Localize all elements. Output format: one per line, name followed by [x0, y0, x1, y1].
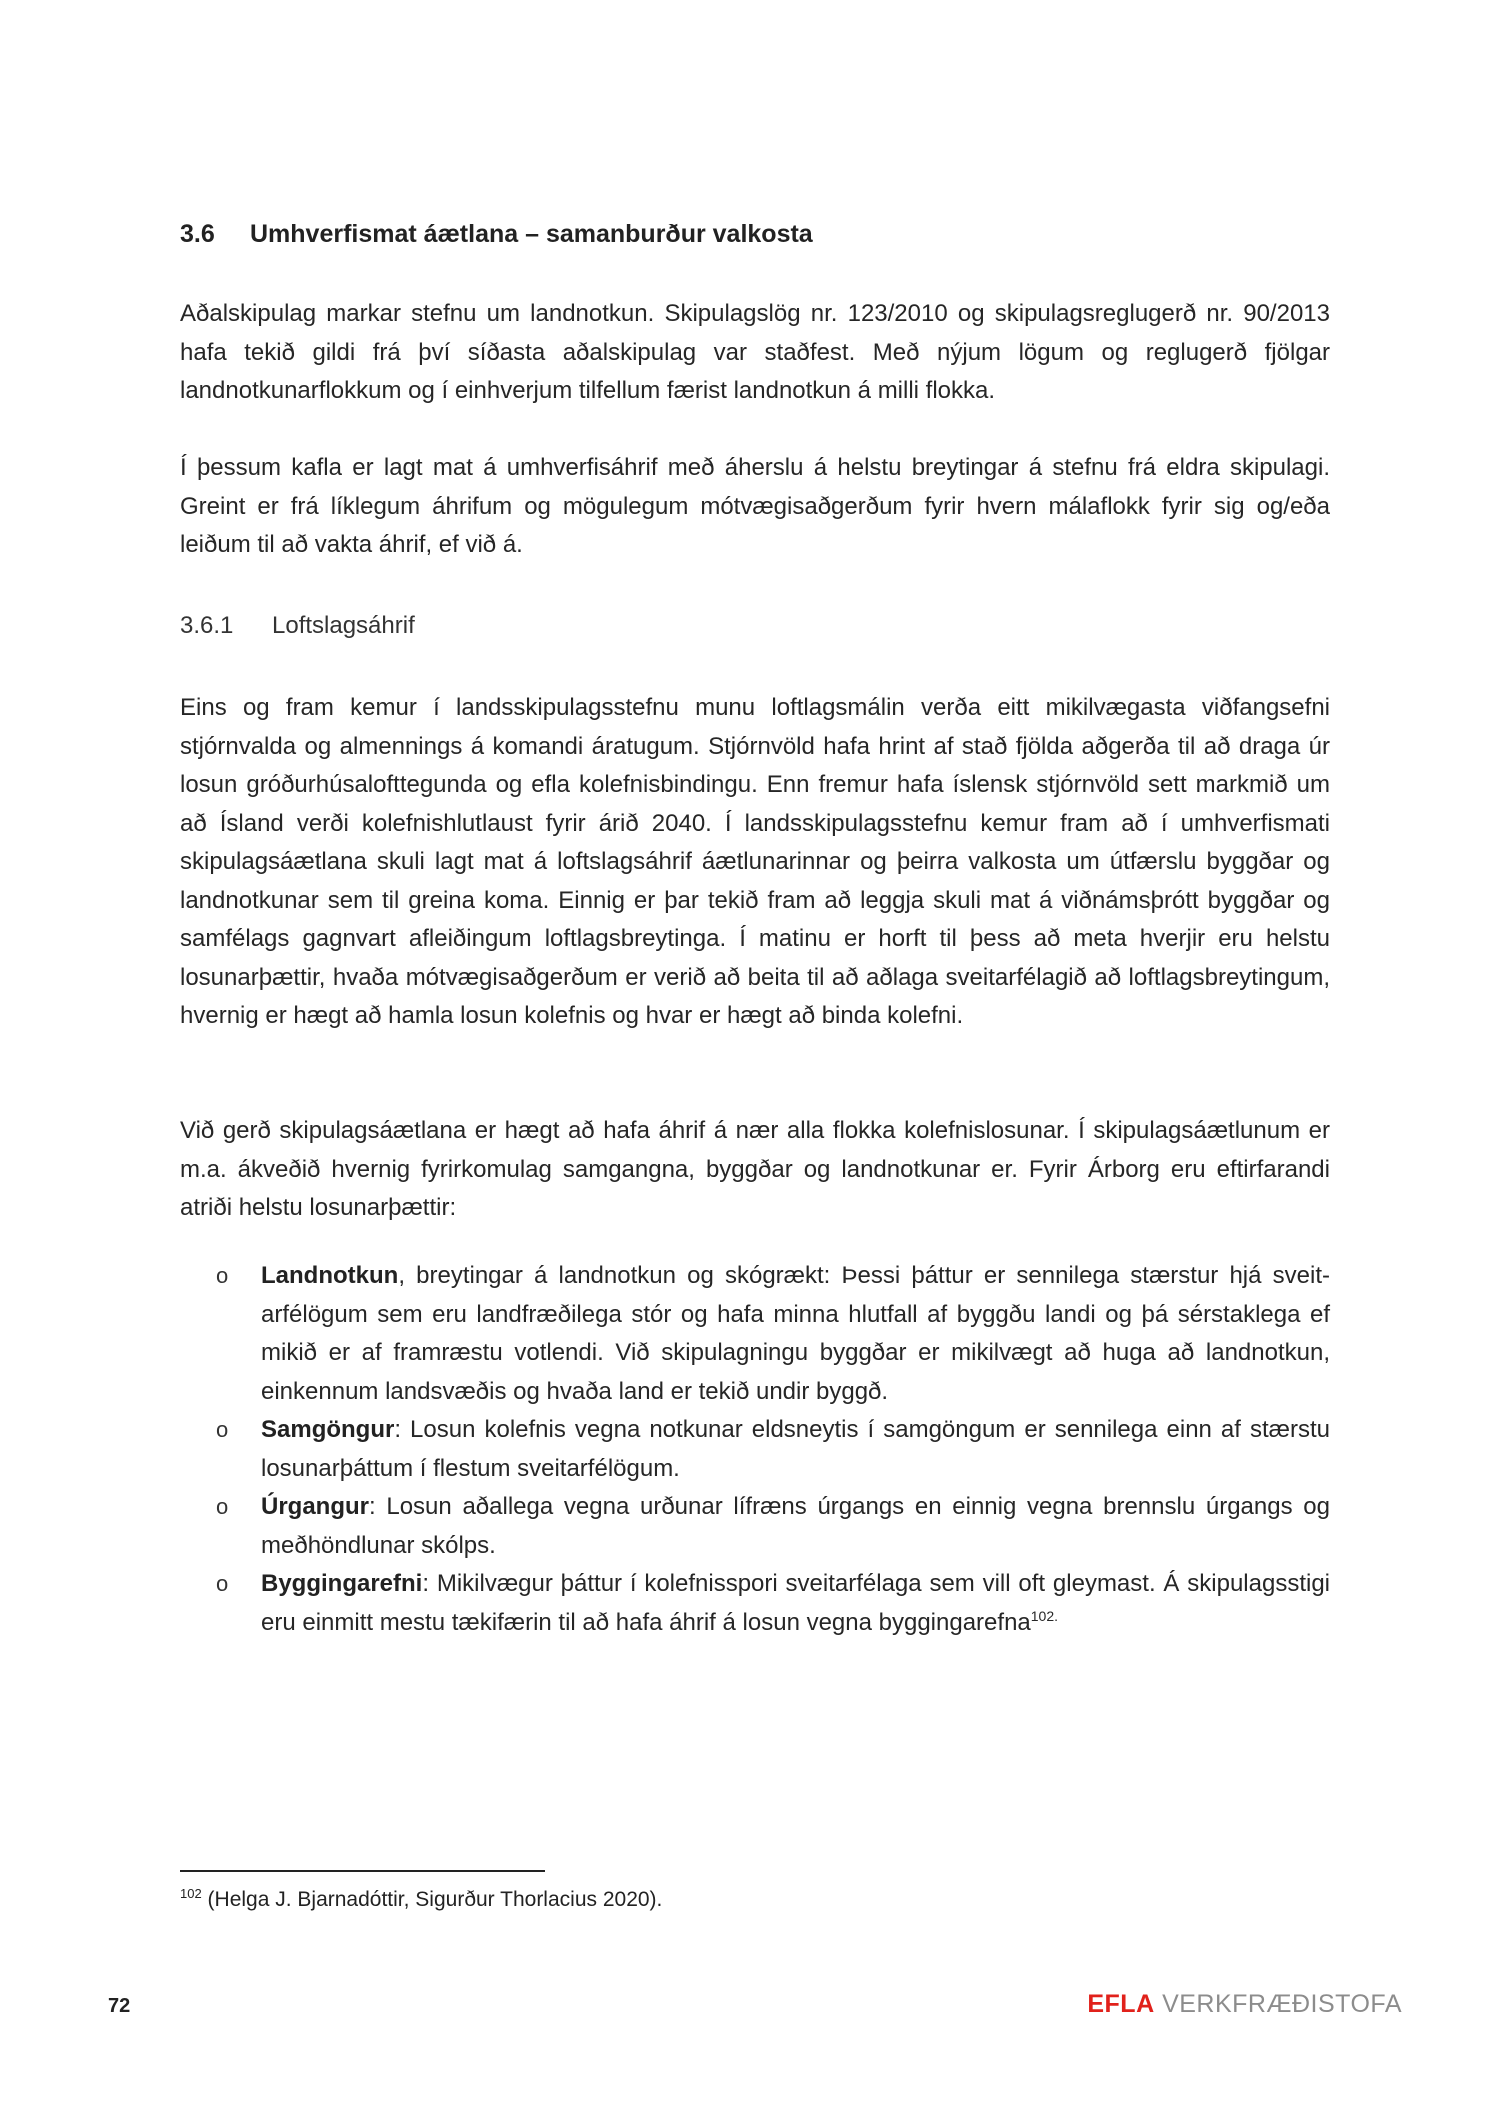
footnote-reference[interactable]: 102.	[1030, 1607, 1059, 1624]
list-item	[180, 1411, 1330, 1488]
list-item-term: Úrgangur	[261, 1493, 369, 1520]
paragraph-emissions: Við gerð skipulagsáætlana er hægt að hafa áhrif á nær alla flokka kolefnislosunar. Í skipulagsáætlunum er m.a. ákveðið hvernig fyrirkomulag samgangna, byggðar og landnotkunar er. Fyrir Árborg eru eftirfarandi atriði helstu losunarþættir:	[180, 1117, 1330, 1221]
list-item	[180, 1565, 1330, 1642]
brand-logo	[1087, 1990, 1402, 2019]
emission-factors-list	[180, 1257, 1330, 1642]
list-item-text: : Mikilvægur þáttur í kolefnisspori sveitarfélaga sem vill oft gleymast. Á skipulagsstigi eru einmitt mestu tækifærin til að hafa áhrif á losun vegna byggingarefna	[261, 1570, 1330, 1636]
section-heading	[180, 220, 813, 249]
bullet-marker: o	[216, 1494, 229, 1519]
footnote-divider	[180, 1870, 545, 1872]
brand-subtitle: VERKFRÆÐISTOFA	[1154, 1990, 1402, 2018]
subsection-heading	[180, 612, 415, 640]
list-item	[180, 1257, 1330, 1411]
list-item-text: : Losun aðallega vegna urðunar lífræns úrgangs en einnig vegna brennslu úrgangs og meðhöndlunar skólps.	[261, 1493, 1330, 1559]
paragraph-scope: Í þessum kafla er lagt mat á umhverfisáhrif með áherslu á helstu breytingar á stefnu frá eldra skipulagi. Greint er frá líklegum áhrifum og mögulegum mótvægisaðgerðum fyrir hvern málaflokk fyrir sig og/eða leiðum til að vakta áhrif, ef við á.	[180, 454, 1330, 558]
bullet-marker: o	[216, 1571, 229, 1596]
list-item	[180, 1488, 1330, 1565]
subsection-number: 3.6.1	[180, 612, 234, 639]
list-item-text: , breytingar á landnotkun og skógrækt: Þessi þáttur er sennilega stærstur hjá sveitarfélögum sem eru landfræðilega stór og hafa minna hlutfall af byggðu landi og þá sérstaklega ef mikið er af framræstu votlendi. Við skipulagningu byggðar er mikilvægt að huga að landnotkun, einkennum landsvæðis og hvaða land er tekið undir byggð.	[261, 1262, 1330, 1405]
paragraph-intro: Aðalskipulag markar stefnu um landnotkun. Skipulagslög nr. 123/2010 og skipulagsreglugerð nr. 90/2013 hafa tekið gildi frá því síðasta aðalskipulag var staðfest. Með nýjum lögum og reglugerð fjölgar landnotkunarflokkum og í einhverjum tilfellum færist landnotkun á milli flokka.	[180, 300, 1330, 404]
footnote-number: 102	[180, 1886, 202, 1901]
footnote	[180, 1888, 662, 1912]
brand-name: EFLA	[1087, 1990, 1155, 2018]
list-item-term: Samgöngur	[261, 1416, 395, 1443]
bullet-marker: o	[216, 1417, 229, 1442]
page-number: 72	[108, 1995, 131, 2017]
paragraph-climate: Eins og fram kemur í landsskipulagsstefnu munu loftlagsmálin verða eitt mikilvægasta viðfangsefni stjórnvalda og almennings á komandi áratugum. Stjórnvöld hafa hrint af stað fjölda aðgerða til að draga úr losun gróðurhúsalofttegunda og efla kolefnisbindingu. Enn fremur hafa íslensk stjórnvöld sett markmið um að Ísland verði kolefnishlutlaust fyrir árið 2040. Í landsskipulagsstefnu kemur fram að í umhverfismati skipulagsáætlana skuli lagt mat á loftslagsáhrif áætlunarinnar og þeirra valkosta um útfærslu byggðar og landnotkunar sem til greina koma. Einnig er þar tekið fram að leggja skuli mat á viðnámsþrótt byggðar og samfélags gagnvart afleiðingum loftlagsbreytinga. Í matinu er horft til þess að meta hverjir eru helstu losunarþættir, hvaða mótvægisaðgerðum er verið að beita til að aðlaga sveitarfélagið að loftlagsbreytingum, hvernig er hægt að hamla losun kolefnis og hvar er hægt að binda kolefni.	[180, 694, 1330, 1029]
list-item-term: Byggingarefni	[261, 1570, 423, 1597]
list-item-text: : Losun kolefnis vegna notkunar eldsneytis í samgöngum er sennilega einn af stærstu losunarþáttum í flestum sveitarfélögum.	[261, 1416, 1330, 1482]
footnote-text: (Helga J. Bjarnadóttir, Sigurður Thorlacius 2020).	[201, 1888, 663, 1911]
section-number: 3.6	[180, 220, 215, 248]
bullet-marker: o	[216, 1263, 229, 1288]
list-item-term: Landnotkun	[261, 1262, 399, 1289]
subsection-title: Loftslagsáhrif	[272, 612, 415, 639]
section-title: Umhverfismat áætlana – samanburður valkosta	[250, 220, 813, 248]
